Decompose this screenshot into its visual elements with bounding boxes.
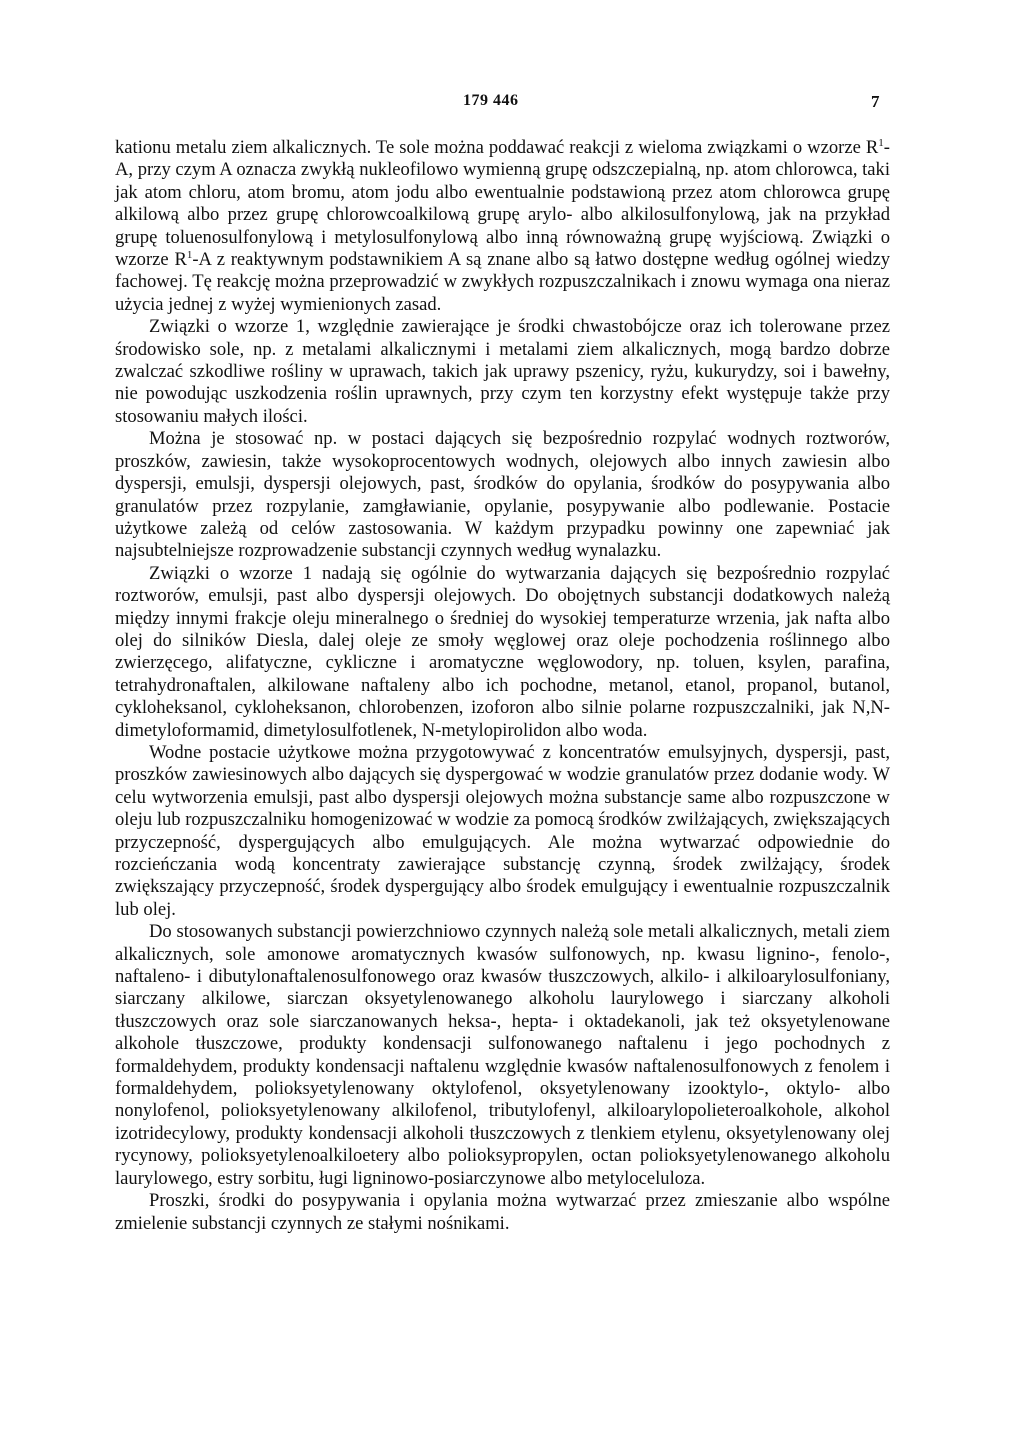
paragraph: Proszki, środki do posypywania i opylania można wytwarzać przez zmieszanie albo wspólne zmielenie substancji czynnych ze stałymi nośnikami.	[115, 1190, 890, 1234]
page-header	[0, 92, 1024, 116]
paragraph: Do stosowanych substancji powierzchniowo czynnych należą sole metali alkalicznych, metali ziem alkalicznych, sole amonowe aromatycznych kwasów sulfonowych, np. kwasu lignino-, fenolo-, naftaleno- i dibutylonaftalenosulfonowego oraz kwasów tłuszczowych, alkilo- i alkiloarylosulfoniany, siarczany alkilowe, siarczan oksyetylenowanego alkoholu laurylowego i siarczany alkoholi tłuszczowych oraz sole siarczanowanych heksa-, hepta- i oktadekanoli, jak też oksyetylenowane alkohole tłuszczowe, produkty kondensacji sulfonowanego naftalenu i jego pochodnych z formaldehydem, produkty kondensacji naftalenu względnie kwasów naftalenosulfonowych z fenolem i formaldehydem, polioksyetylenowany oktylofenol, oksyetylenowany izooktylo-, oktylo- albo nonylofenol, polioksyetylenowany alkilofenol, tributylofenyl, alkiloarylopolieteroalkohole, alkohol izotridecylowy, produkty kondensacji alkoholi tłuszczowych z tlenkiem etylenu, oksyetylenowany olej rycynowy, polioksyetylenoalkiloetery albo polioksypropylen, octan polioksyetylenowanego alkoholu laurylowego, estry sorbitu, ługi ligninowo-posiarczynowe albo metyloceluloza.	[115, 921, 890, 1189]
paragraph-text: -A z reaktywnym podstawnikiem A są znane albo są łatwo dostępne według ogólnej wiedzy fachowej. Tę reakcję można przeprowadzić w zwykłych rozpuszczalnikach i znowu wymaga ona nieraz użycia jednej z wyżej wymienionych zasad.	[115, 249, 890, 315]
superscript: 1	[186, 249, 193, 262]
paragraph: Wodne postacie użytkowe można przygotowywać z koncentratów emulsyjnych, dyspersji, past, proszków zawiesinowych albo dających się dyspergować w wodzie granulatów przez dodanie wody. W celu wytworzenia emulsji, past albo dyspersji olejowych można substancje same albo rozpuszczone w oleju lub rozpuszczalniku homogenizować w wodzie za pomocą środków zwilżających, zwiększających przyczepność, dyspergujących albo emulgujących. Ale można wytwarzać odpowiednie do rozcieńczania wodą koncentraty zawierające substancję czynną, środek zwilżający, środek zwiększający przyczepność, środek dyspergujący albo środek emulgujący i ewentualnie rozpuszczalnik lub olej.	[115, 741, 890, 920]
body-text	[115, 137, 890, 1235]
paragraph: Związki o wzorze 1, względnie zawierające je środki chwastobójcze oraz ich tolerowane przez środowisko sole, np. z metalami alkalicznymi i metalami ziem alkalicznych, mogą bardzo dobrze zwalczać szkodliwe rośliny w uprawach, takich jak uprawy pszenicy, ryżu, kukurydzy, soi i bawełny, nie powodując uszkodzenia roślin uprawnych, przy czym ten korzystny efekt występuje także przy stosowaniu małych ilości.	[115, 316, 890, 427]
paragraph-text: -A, przy czym A oznacza zwykłą nukleofilowo wymienną grupę odszczepialną, np. atom chlorowca, taki jak atom chloru, atom bromu, atom jodu albo ewentualnie podstawioną przez atom chlorowca grupę alkilową albo przez grupę chlorowcoalkilową grupę arylo- albo alkilosulfonylową, jak na przykład grupę toluenosulfonylową i metylosulfonylową albo inną równoważną grupę wyjściową. Związki o wzorze R	[115, 137, 890, 271]
paragraph-text: kationu metalu ziem alkalicznych. Te sole można poddawać reakcji z wieloma związkami o wzorze R	[115, 137, 879, 158]
paragraph: Można je stosować np. w postaci dających się bezpośrednio rozpylać wodnych roztworów, proszków, zawiesin, także wysokoprocentowych wodnych, olejowych albo innych zawiesin albo dyspersji, emulsji, dyspersji olejowych, past, środków do opylania, środków do posypywania albo granulatów przez rozpylanie, zamgławianie, opylanie, posypywanie albo podlewanie. Postacie użytkowe zależą od celów zastosowania. W każdym przypadku powinny one zapewniać jak najsubtelniejsze rozprowadzenie substancji czynnych według wynalazku.	[115, 428, 890, 562]
patent-number: 179 446	[463, 92, 519, 109]
paragraph	[115, 137, 890, 316]
page-number: 7	[871, 92, 880, 111]
paragraph: Związki o wzorze 1 nadają się ogólnie do wytwarzania dających się bezpośrednio rozpylać roztworów, emulsji, past albo dyspersji olejowych. Do obojętnych substancji dodatkowych należą między innymi frakcje oleju mineralnego o średniej do wysokiej temperaturze wrzenia, jak nafta albo olej do silników Diesla, dalej oleje ze smoły węglowej oraz oleje pochodzenia roślinnego albo zwierzęcego, alifatyczne, cykliczne i aromatyczne węglowodory, np. toluen, ksylen, parafina, tetrahydronaftalen, alkilowane naftaleny albo ich pochodne, metanol, etanol, propanol, butanol, cykloheksanol, cykloheksanon, chlorobenzen, izoforon albo silnie polarne rozpuszczalniki, jak N,N-dimetyloformamid, dimetylosulfotlenek, N-metylopirolidon albo woda.	[115, 562, 890, 741]
superscript: 1	[878, 137, 884, 149]
